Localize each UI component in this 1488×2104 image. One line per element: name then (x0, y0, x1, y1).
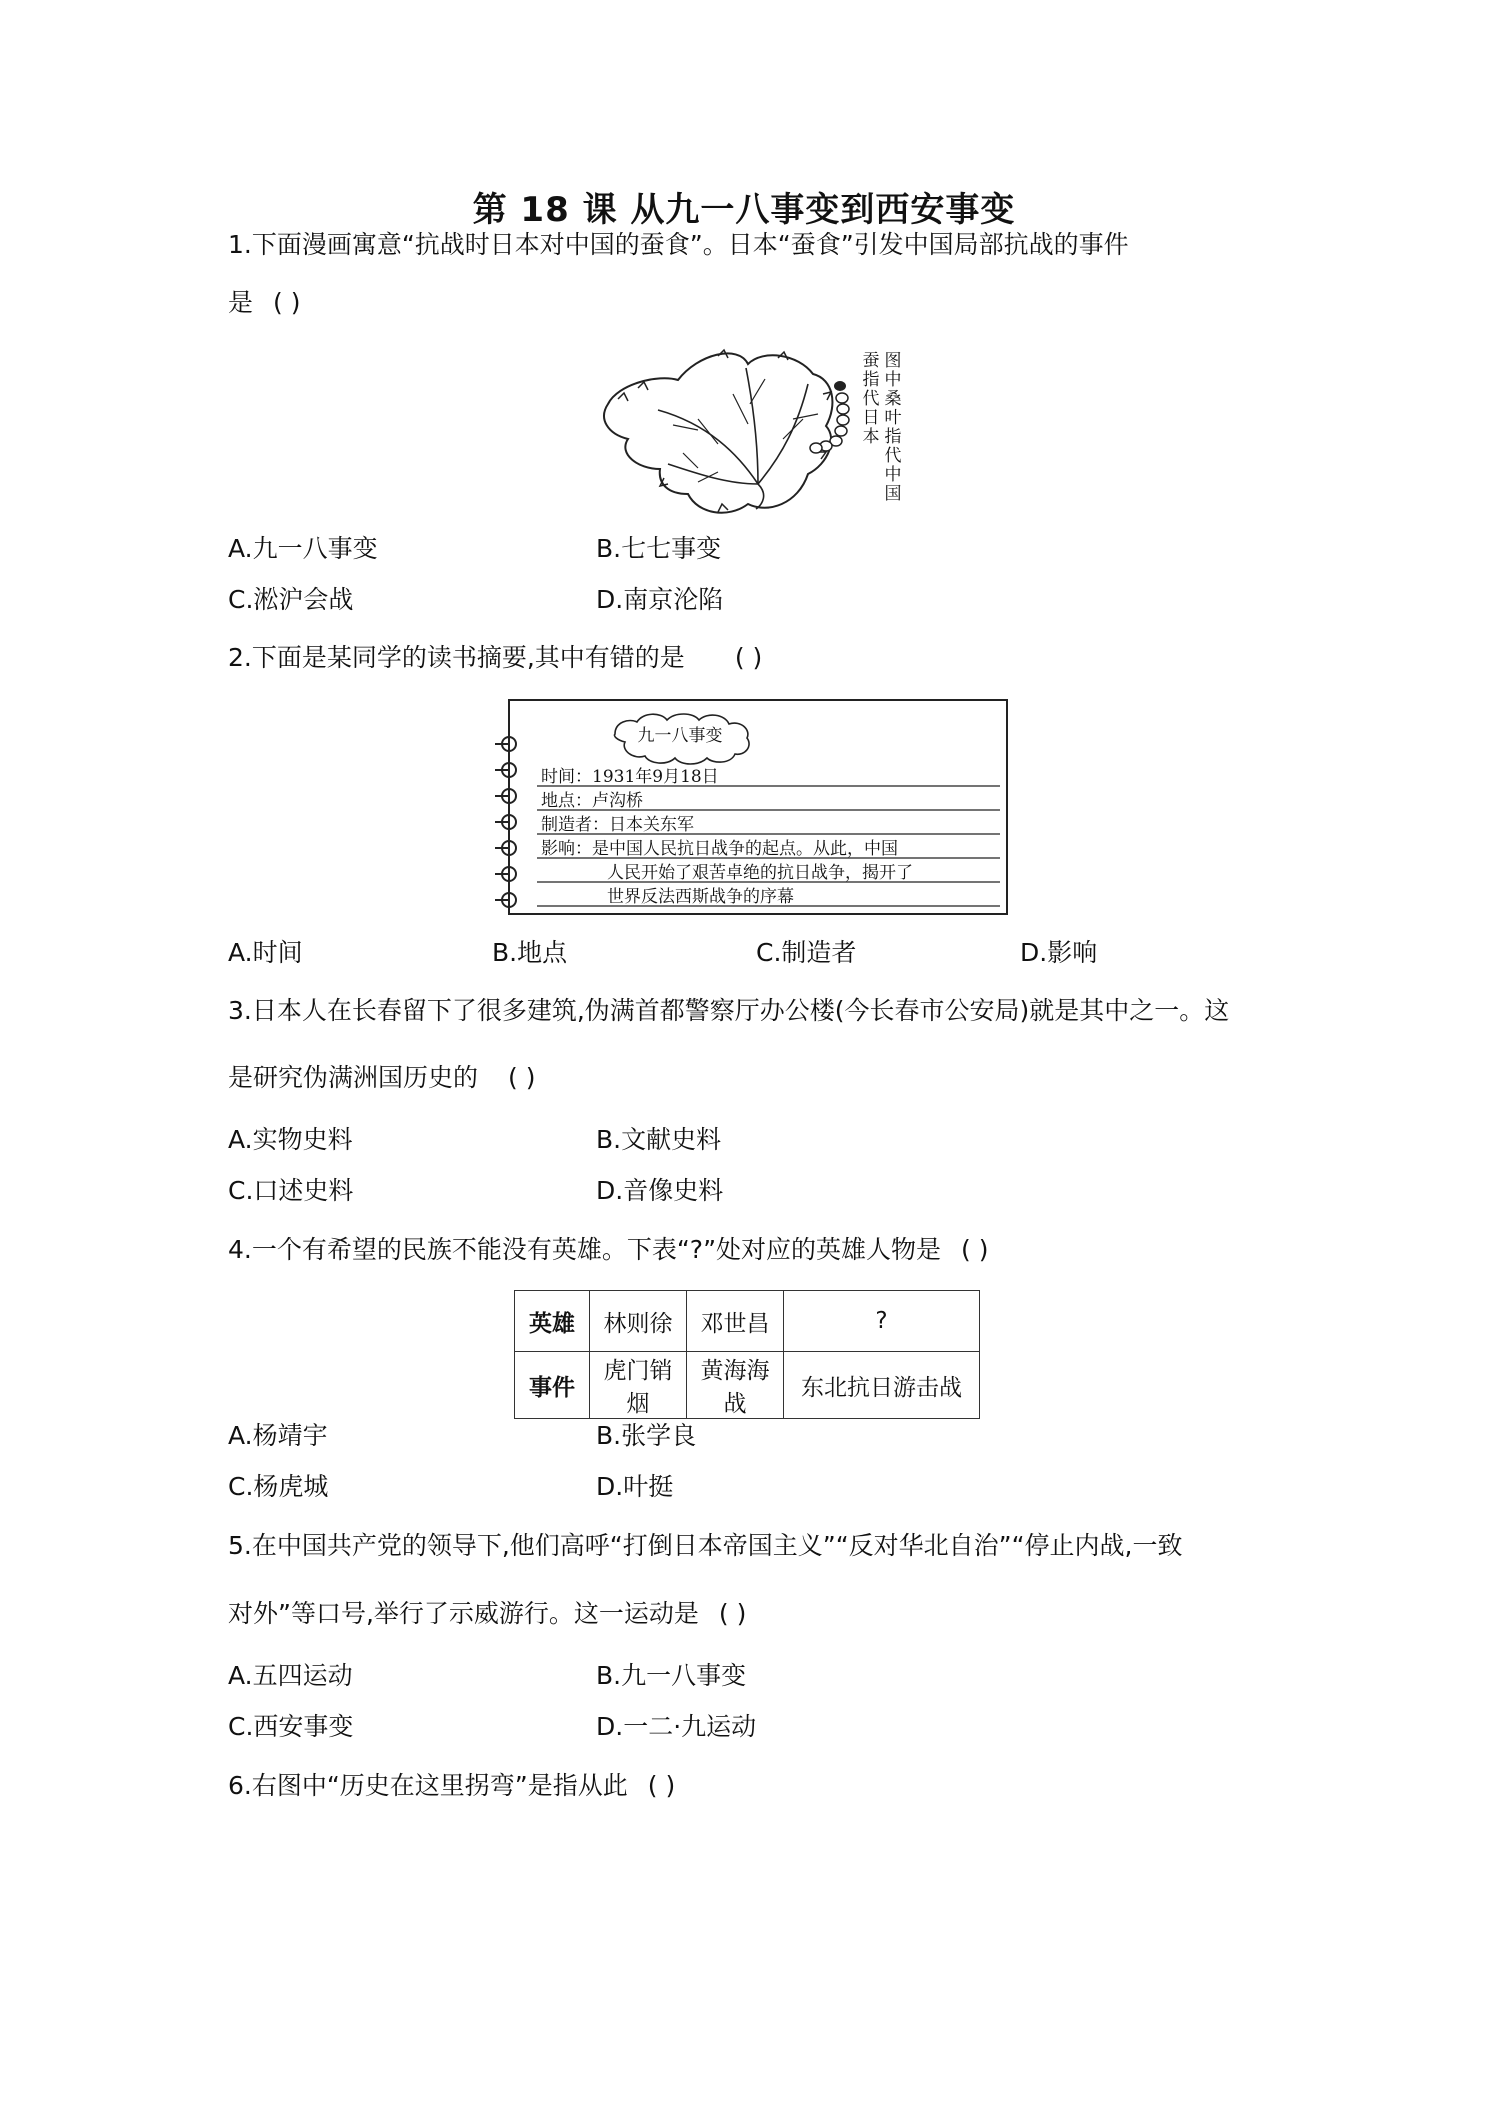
table-cell: 英雄 (515, 1291, 590, 1352)
notebook-heading: 九一八事变 (637, 726, 723, 746)
notebook-line-place: 地点：卢沟桥 (541, 791, 643, 811)
cartoon-label-japan: 蚕指代日本 (862, 351, 880, 447)
q3-option-c[interactable]: C.口述史料 (228, 1176, 354, 1205)
q1-option-a[interactable]: A.九一八事变 (228, 534, 378, 563)
q3-option-d[interactable]: D.音像史料 (596, 1176, 724, 1205)
question-2-stem: 2.下面是某同学的读书摘要,其中有错的是 (228, 643, 685, 672)
q4-option-d[interactable]: D.叶挺 (596, 1472, 674, 1501)
table-cell: 林则徐 (590, 1291, 687, 1352)
question-2 (228, 642, 762, 674)
table-row (515, 1352, 980, 1419)
table-cell: 邓世昌 (687, 1291, 784, 1352)
q2-option-d[interactable]: D.影响 (1020, 938, 1098, 967)
table-row (515, 1291, 980, 1352)
answer-paren: ( ) (718, 1599, 747, 1628)
question-1-line2 (228, 287, 300, 319)
notebook-excerpt (495, 696, 1015, 918)
question-5-stem-end: 对外”等口号,举行了示威游行。这一运动是 (228, 1599, 699, 1628)
answer-paren: ( ) (734, 643, 763, 672)
q4-option-c[interactable]: C.杨虎城 (228, 1472, 329, 1501)
notebook-line-time: 时间：1931年9月18日 (541, 767, 719, 787)
question-5-line1: 5.在中国共产党的领导下,他们高呼“打倒日本帝国主义”“反对华北自治”“停止内战,一致 (228, 1531, 1183, 1560)
question-4 (228, 1234, 989, 1266)
mulberry-leaf-shape (604, 353, 832, 512)
q4-option-b[interactable]: B.张学良 (596, 1421, 697, 1450)
notebook-line-effect-3: 世界反法西斯战争的序幕 (607, 887, 794, 907)
cartoon-leaf-silkworm (598, 344, 898, 520)
question-6 (228, 1770, 675, 1802)
page-title: 第 18 课 从九一八事变到西安事变 (472, 190, 1016, 230)
table-cell: 东北抗日游击战 (784, 1352, 980, 1419)
q5-option-a[interactable]: A.五四运动 (228, 1661, 353, 1690)
question-6-stem: 6.右图中“历史在这里拐弯”是指从此 (228, 1771, 628, 1800)
answer-paren: ( ) (647, 1771, 676, 1800)
question-3-line2 (228, 1062, 535, 1094)
q1-option-d[interactable]: D.南京沦陷 (596, 585, 724, 614)
notebook-line-maker: 制造者：日本关东军 (541, 815, 694, 835)
question-4-stem: 4.一个有希望的民族不能没有英雄。下表“?”处对应的英雄人物是 (228, 1235, 942, 1264)
q4-option-a[interactable]: A.杨靖宇 (228, 1421, 328, 1450)
answer-paren: ( ) (508, 1063, 536, 1092)
question-5-line2 (228, 1598, 746, 1630)
q2-option-c[interactable]: C.制造者 (756, 938, 857, 967)
hero-table (514, 1290, 980, 1419)
answer-paren: ( ) (273, 288, 301, 317)
q3-option-b[interactable]: B.文献史料 (596, 1125, 722, 1154)
answer-paren: ( ) (961, 1235, 989, 1264)
notebook-line-effect-1: 影响：是中国人民抗日战争的起点。从此，中国 (541, 839, 898, 859)
cartoon-label-china: 图中桑叶指代中国 (884, 351, 902, 504)
q5-option-c[interactable]: C.西安事变 (228, 1712, 354, 1741)
question-3-line1: 3.日本人在长春留下了很多建筑,伪满首都警察厅办公楼(今长春市公安局)就是其中之一。这 (228, 996, 1230, 1025)
q2-option-a[interactable]: A.时间 (228, 938, 303, 967)
table-cell: 虎门销烟 (590, 1352, 687, 1419)
table-cell: 事件 (515, 1352, 590, 1419)
q1-option-c[interactable]: C.淞沪会战 (228, 585, 354, 614)
table-cell: ? (784, 1291, 980, 1352)
question-3-stem-end: 是研究伪满洲国历史的 (228, 1063, 479, 1092)
notebook-line-effect-2: 人民开始了艰苦卓绝的抗日战争，揭开了 (607, 863, 913, 883)
table-cell: 黄海海战 (687, 1352, 784, 1419)
question-1-line1: 1.下面漫画寓意“抗战时日本对中国的蚕食”。日本“蚕食”引发中国局部抗战的事件 (228, 230, 1129, 259)
q2-option-b[interactable]: B.地点 (492, 938, 568, 967)
question-1-stem-end: 是 (228, 288, 254, 317)
q5-option-d[interactable]: D.一二·九运动 (596, 1712, 757, 1741)
q3-option-a[interactable]: A.实物史料 (228, 1125, 353, 1154)
q5-option-b[interactable]: B.九一八事变 (596, 1661, 747, 1690)
q1-option-b[interactable]: B.七七事变 (596, 534, 722, 563)
